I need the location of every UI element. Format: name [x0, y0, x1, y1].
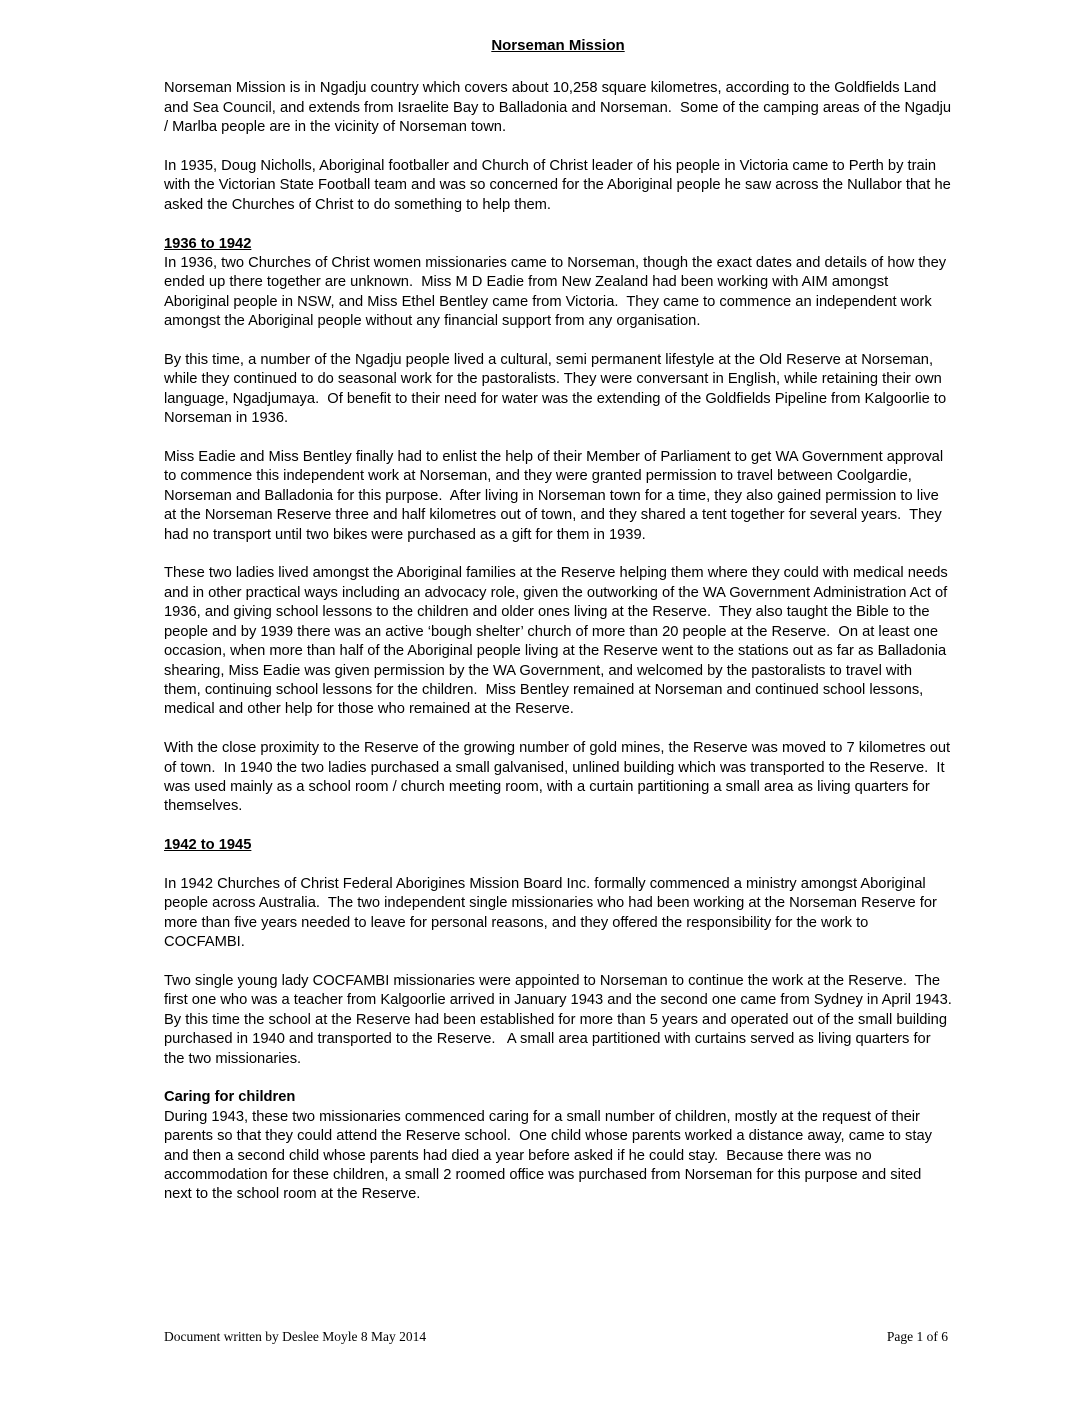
- page-title: Norseman Mission: [491, 37, 625, 54]
- paragraph-reserve-moved: With the close proximity to the Reserve of the growing number of gold mines, the Reserve was moved to 7 kilometres out of town. In 1940 the two ladies purchased a small galvanised, unlined building which was transported to the Reserve. It was used mainly as a school room / church meeting room, with a curtain partitioning a small area as living quarters for themselves.: [164, 740, 955, 815]
- paragraph-two-missionaries: In 1936, two Churches of Christ women missionaries came to Norseman, though the exact dates and details of how they ended up there together are unknown. Miss M D Eadie from New Zealand had been working with AIM amongst Aboriginal people in NSW, and Miss Ethel Bentley came from Victoria. They came to commence an independent work amongst the Aboriginal people without any financial support from any organisation.: [164, 255, 951, 330]
- paragraph-caring-children: During 1943, these two missionaries commenced caring for a small number of children, mostly at the request of their parents so that they could attend the Reserve school. One child whose parents worked a distance away, came to stay and then a second child whose parents had died a year before asked if he could stay. Because there was no accommodation for these children, a small 2 roomed office was purchased from Norseman for this purpose and sited next to the school room at the Reserve.: [164, 1108, 937, 1203]
- paragraph-two-young-missionaries: Two single young lady COCFAMBI missionaries were appointed to Norseman to continue the work at the Reserve. The first one who was a teacher from Kalgoorlie arrived in January 1943 and the second one came from Sydney in April 1943. By this time the school at the Reserve had been established for more than 5 years and operated out of the small building purchased in 1940 and transported to the Reserve. A small area partitioned with curtains served as living quarters for the two missionaries.: [164, 972, 961, 1067]
- document-content: [164, 36, 961, 1224]
- section-heading-caring-for-children: Caring for children: [164, 1089, 296, 1106]
- page-footer: [164, 1328, 948, 1345]
- paragraph-intro: Norseman Mission is in Ngadju country which covers about 10,258 square kilometres, according to the Goldfields Land and Sea Council, and extends from Israelite Bay to Balladonia and Norseman. Some of the camping areas of the Ngadju / Marlba people are in the vicinity of Norseman town.: [164, 80, 956, 136]
- paragraph-cocfambi-commenced: In 1942 Churches of Christ Federal Aborigines Mission Board Inc. formally commenced a ministry amongst Aboriginal people across Australia. The two independent single missionaries who had been working at the Norseman Reserve for more than five years needed to leave for personal reasons, and they offered the responsibility for the work to COCFAMBI.: [164, 875, 941, 951]
- paragraph-reserve-help: These two ladies lived amongst the Aboriginal families at the Reserve helping them where they could with medical needs and in other practical ways including an advocacy role, given the outworking of the WA Government Administration Act of 1936, and giving school lessons to the children and older ones living at the Reserve. They also taught the Bible to the people and by 1939 there was an active ‘bough shelter’ church of more than 20 people at the Reserve. On at least one occasion, when more than half of the Aboriginal people living at the Reserve went to the stations out as far as Balladonia shearing, Miss Eadie was given permission by the WA Government, and welcomed by the pastoralists to travel with them, continuing school lessons for the children. Miss Bentley remained at Norseman and continued school lessons, medical and other help for those who remained at the Reserve.: [164, 565, 952, 718]
- paragraph-ngadju-lifestyle: By this time, a number of the Ngadju people lived a cultural, semi permanent lifestyle at the Old Reserve at Norseman, while they continued to do seasonal work for the pastoralists. They were conversant in English, while retaining their own language, Ngadjumaya. Of benefit to their need for water was the extending of the Goldfields Pipeline from Kalgoorlie to Norseman in 1936.: [164, 352, 951, 427]
- section-heading-1936-to-1942: 1936 to 1942: [164, 235, 252, 252]
- paragraph-parliament-approval: Miss Eadie and Miss Bentley finally had to enlist the help of their Member of Parliament to get WA Government approval to commence this independent work at Norseman, and they were granted permission to travel between Coolgardie, Norseman and Balladonia for this purpose. After living in Norseman town for a time, they also gained permission to live at the Norseman Reserve three and half kilometres out of town, and they shared a tent together for several years. They had no transport until two bikes were purchased as a gift for them in 1939.: [164, 449, 948, 543]
- footer-page-number: Page 1 of 6: [886, 1329, 948, 1344]
- section-heading-1942-to-1945: 1942 to 1945: [164, 837, 252, 854]
- paragraph-1935: In 1935, Doug Nicholls, Aboriginal footballer and Church of Christ leader of his people in Victoria came to Perth by train with the Victorian State Football team and was so concerned for the Aboriginal people he saw across the Nullabor that he asked the Churches of Christ to do something to help them.: [164, 158, 955, 213]
- footer-author-text: Document written by Deslee Moyle 8 May 2014: [164, 1329, 427, 1344]
